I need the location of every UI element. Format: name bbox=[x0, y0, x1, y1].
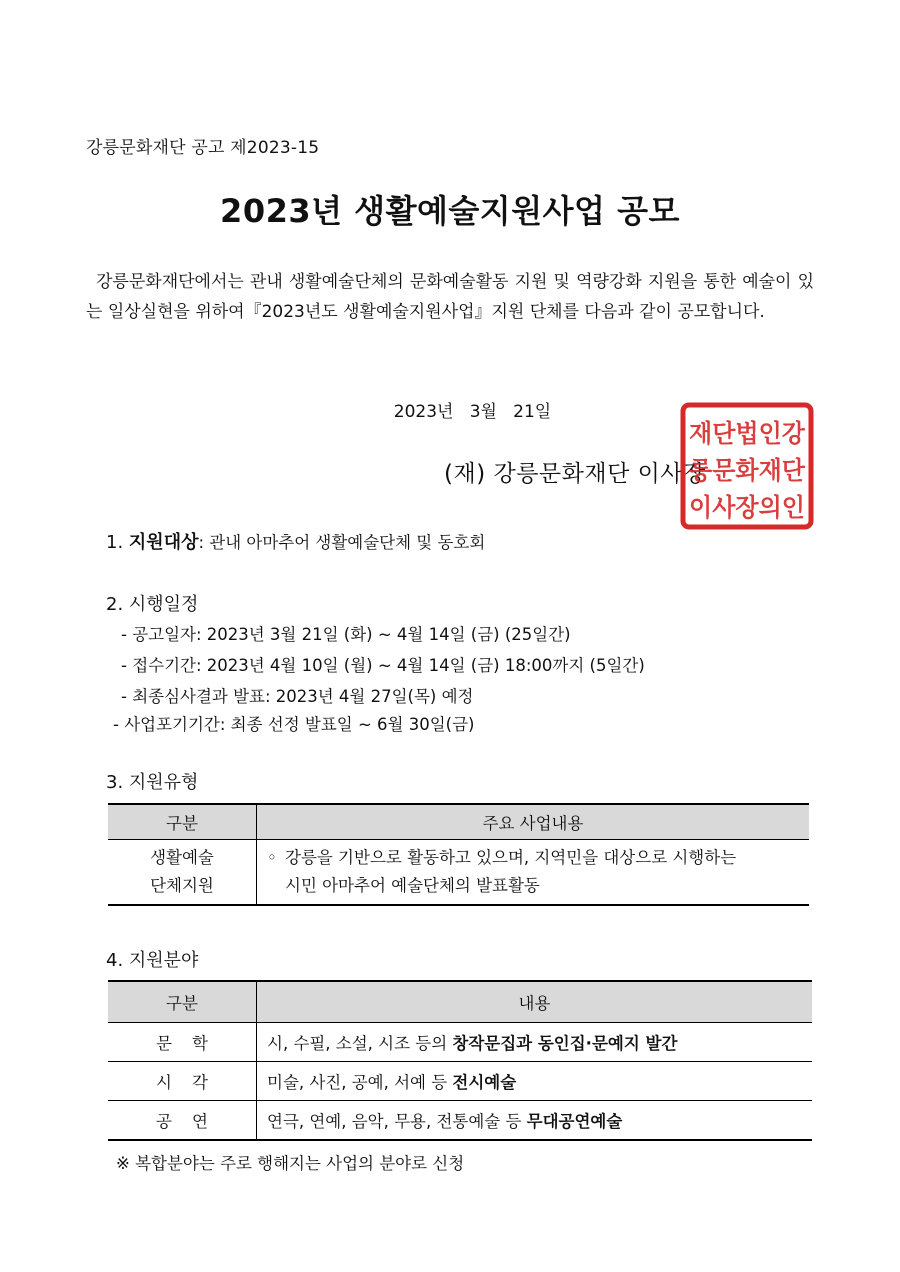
table-cell-description bbox=[257, 1023, 813, 1062]
category-line: 생활예술 bbox=[150, 848, 214, 867]
support-type-table bbox=[108, 803, 809, 906]
table-row bbox=[108, 840, 809, 906]
notice-number: 강릉문화재단 공고 제2023-15 bbox=[86, 138, 320, 158]
table-cell-category: 시각 bbox=[108, 1062, 257, 1101]
section-schedule-heading: 2. 시행일정 bbox=[106, 594, 199, 615]
intro-paragraph bbox=[86, 267, 814, 327]
table-header-cell: 구분 bbox=[108, 804, 257, 840]
table-row bbox=[108, 1062, 812, 1101]
bullet-icon: ◦ bbox=[267, 848, 277, 867]
notice-date: 2023년 3월 21일 bbox=[393, 402, 552, 422]
table-header-row bbox=[108, 804, 809, 840]
description-text: 연극, 연예, 음악, 무용, 전통예술 등 bbox=[267, 1112, 527, 1131]
category-line: 단체지원 bbox=[150, 876, 214, 895]
support-field-table bbox=[108, 980, 812, 1141]
section-target-text: : 관내 아마추어 생활예술단체 및 동호회 bbox=[198, 533, 486, 552]
official-seal-icon bbox=[680, 402, 814, 530]
issuer-name: (재) 강릉문화재단 이사장 bbox=[444, 461, 706, 487]
table-cell-description bbox=[257, 840, 810, 906]
description-emphasis: 무대공연예술 bbox=[526, 1112, 623, 1131]
description-emphasis: 창작문집과 동인집·문예지 발간 bbox=[452, 1034, 678, 1053]
seal-line-3: 이사장의인 bbox=[689, 493, 805, 522]
table-cell-category bbox=[108, 840, 257, 906]
schedule-item: - 최종심사결과 발표: 2023년 4월 27일(목) 예정 bbox=[121, 687, 474, 706]
schedule-item: - 접수기간: 2023년 4월 10일 (월) ~ 4월 14일 (금) 18:00까지 (5일간) bbox=[121, 656, 645, 675]
footnote: ※ 복합분야는 주로 행해지는 사업의 분야로 신청 bbox=[116, 1154, 465, 1173]
table-header-cell: 구분 bbox=[108, 981, 257, 1023]
section-target-number: 1. bbox=[106, 532, 124, 553]
table-cell-category: 공연 bbox=[108, 1101, 257, 1141]
schedule-item: - 공고일자: 2023년 3월 21일 (화) ~ 4월 14일 (금) (25일간) bbox=[121, 625, 571, 644]
table-cell-category: 문학 bbox=[108, 1023, 257, 1062]
table-header-cell: 주요 사업내용 bbox=[257, 804, 810, 840]
table-cell-description bbox=[257, 1062, 813, 1101]
section-field-heading: 4. 지원분야 bbox=[106, 950, 199, 971]
description-line: 강릉을 기반으로 활동하고 있으며, 지역민을 대상으로 시행하는 bbox=[285, 848, 737, 867]
seal-line-1: 재단법인강 bbox=[689, 419, 806, 448]
table-row bbox=[108, 1023, 812, 1062]
description-emphasis: 전시예술 bbox=[452, 1073, 517, 1092]
description-line: 시민 아마추어 예술단체의 발표활동 bbox=[285, 876, 540, 895]
table-row bbox=[108, 1101, 812, 1141]
intro-text: 강릉문화재단에서는 관내 생활예술단체의 문화예술활동 지원 및 역량강화 지원을 통한 예술이 있는 일상실현을 위하여『2023년도 생활예술지원사업』지원 단체를 다음과 같이 공모합니다. bbox=[86, 272, 814, 322]
seal-line-2: 릉문화재단 bbox=[689, 456, 806, 485]
schedule-item: - 사업포기기간: 최종 선정 발표일 ~ 6월 30일(금) bbox=[113, 715, 475, 734]
description-text: 시, 수필, 소설, 시조 등의 bbox=[267, 1034, 453, 1053]
page-title: 2023년 생활예술지원사업 공모 bbox=[220, 192, 680, 230]
section-type-heading: 3. 지원유형 bbox=[106, 772, 199, 793]
table-header-cell: 내용 bbox=[257, 981, 813, 1023]
table-header-row bbox=[108, 981, 812, 1023]
section-target bbox=[106, 528, 485, 554]
section-target-heading: 지원대상 bbox=[128, 532, 199, 553]
description-text: 미술, 사진, 공예, 서예 등 bbox=[267, 1073, 453, 1092]
table-cell-description bbox=[257, 1101, 813, 1141]
